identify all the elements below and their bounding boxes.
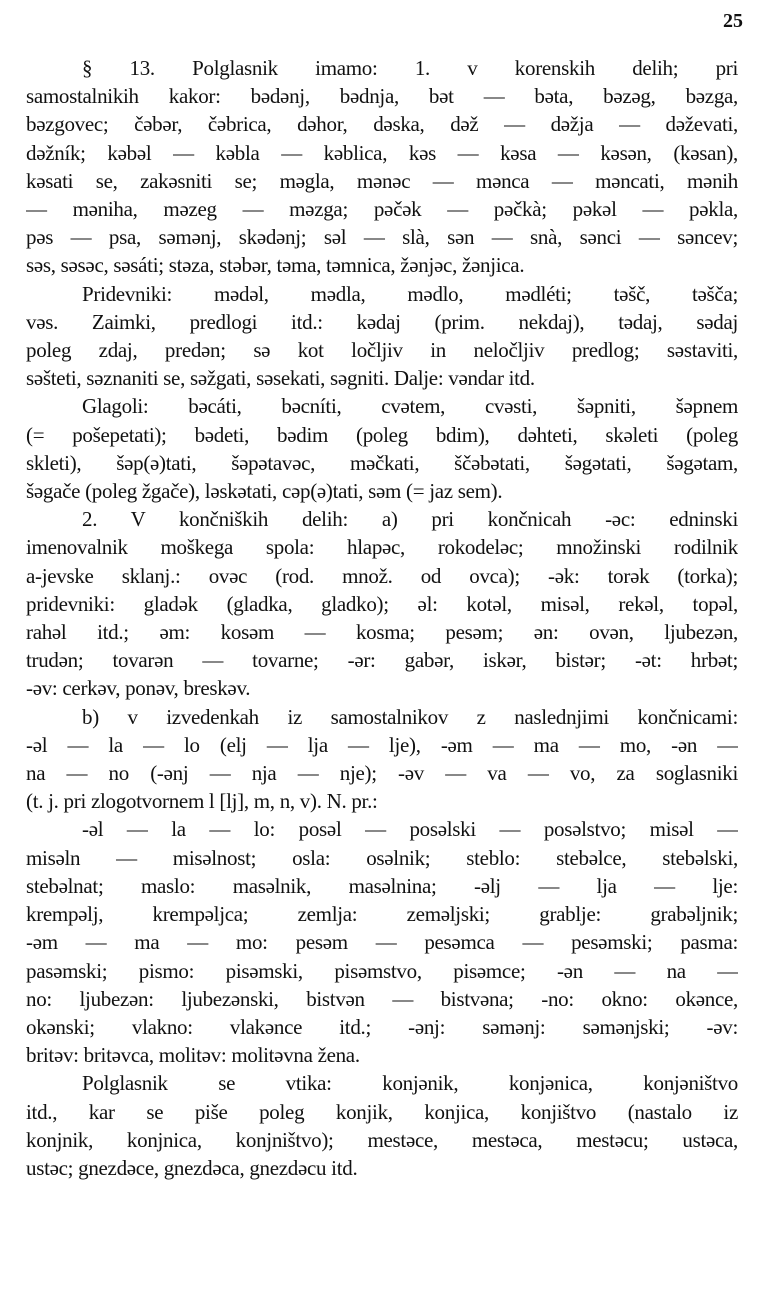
text-line: -əl — la — lo (elj — lja — lje), -əm — ma — mo, -ən — (26, 732, 738, 757)
text-line: Polglasnik se vtika: konjənik, konjənica, konjəništvo (82, 1071, 738, 1096)
text-line: vəs. Zaimki, predlogi itd.: kədaj (prim. nekdaj), tədaj, sədaj (26, 309, 738, 334)
text-line: konjnik, konjnica, konjništvo); mestəce, mestəca, mestəcu; ustəca, (26, 1127, 738, 1152)
text-line: səs, səsəc, səsáti; stəza, stəbər, təma, təmnica, žənjəc, žənjica. (26, 253, 525, 278)
text-line: b) v izvedenkah iz samostalnikov z naslednjimi končnicami: (82, 704, 738, 729)
text-line: pasəmski; pismo: pisəmski, pisəmstvo, pisəmce; -ən — na — (26, 958, 738, 983)
text-line: poleg zdaj, predən; sə kot ločljiv in neločljiv predlog; səstaviti, (26, 338, 738, 363)
text-line: bəzgovec; čəbər, čəbrica, dəhor, dəska, dəž — dəžja — dəževati, (26, 112, 738, 137)
text-line: itd., kar se piše poleg konjik, konjica, konjištvo (nastalo iz (26, 1099, 738, 1124)
text-line: krempəlj, krempəljca; zemlja: zeməljski; grablje: grabəljnik; (26, 902, 738, 927)
text-line: -əv: cerkəv, ponəv, breskəv. (26, 676, 251, 701)
text-line: Pridevniki: mədəl, mədla, mədlo, mədléti; təšč, təšča; (82, 281, 738, 306)
text-line: a-jevske sklanj.: ovəc (rod. množ. od ovca); -ək: torək (torka); (26, 563, 738, 588)
text-line: skleti), šəp(ə)tati, šəpətavəc, məčkati, ščəbətati, šəgətati, šəgətam, (26, 450, 738, 475)
text-line: -əl — la — lo: posəl — posəlski — posəlstvo; misəl — (82, 817, 738, 842)
text-line: na — no (-ənj — nja — nje); -əv — va — vo, za soglasniki (26, 761, 738, 786)
text-line: pridevniki: gladək (gladka, gladko); əl: kotəl, misəl, rekəl, topəl, (26, 591, 738, 616)
body-text (26, 54, 738, 1182)
text-line: rahəl itd.; əm: kosəm — kosma; pesəm; ən: ovən, ljubezən, (26, 620, 738, 645)
text-line: samostalnikih kakor: bədənj, bədnja, bət — bəta, bəzəg, bəzga, (26, 84, 738, 109)
text-line: stebəlnat; maslo: masəlnik, masəlnina; -əlj — lja — lje: (26, 873, 738, 898)
text-line: no: ljubezən: ljubezənski, bistvən — bistvəna; -no: okno: okənce, (26, 986, 738, 1011)
text-line: — məniha, məzeg — məzga; pəčək — pəčkà; pəkəl — pəkla, (26, 197, 738, 222)
text-line: misəln — misəlnost; osla: osəlnik; steblo: stebəlce, stebəlski, (26, 845, 738, 870)
text-line: pəs — psa, səmənj, skədənj; səl — slà, sən — snà, sənci — səncev; (26, 225, 738, 250)
text-line: britəv: britəvca, molitəv: molitəvna žena. (26, 1043, 360, 1068)
text-line: dəžník; kəbəl — kəbla — kəblica, kəs — kəsa — kəsən, (kəsan), (26, 140, 738, 165)
text-line: səšteti, səznaniti se, səžgati, səsekati, səgniti. Dalje: vəndar itd. (26, 366, 535, 391)
text-line: (t. j. pri zlogotvornem l [lj], m, n, v). N. pr.: (26, 789, 378, 814)
text-line: šəgače (poleg žgače), ləskətati, cəp(ə)tati, səm (= jaz sem). (26, 479, 503, 504)
text-line: kəsati se, zakəsniti se; məgla, mənəc — mənca — məncati, mənih (26, 168, 738, 193)
text-line: Glagoli: bəcáti, bəcníti, cvətem, cvəsti, šəpniti, šəpnem (82, 394, 738, 419)
text-line: okənski; vlakno: vlakənce itd.; -ənj: səmənj: səmənjski; -əv: (26, 1014, 738, 1039)
text-line: 2. V končniških delih: a) pri končnicah -əc: edninski (82, 507, 738, 532)
text-line: imenovalnik moškega spola: hlapəc, rokodeləc; množinski rodilnik (26, 535, 738, 560)
text-line: ustəc; gnezdəce, gnezdəca, gnezdəcu itd. (26, 1155, 358, 1180)
page-number: 25 (723, 10, 743, 32)
text-line: -əm — ma — mo: pesəm — pesəmca — pesəmski; pasma: (26, 930, 738, 955)
text-line: § 13. Polglasnik imamo: 1. v korenskih delih; pri (82, 56, 738, 80)
text-line: trudən; tovarən — tovarne; -ər: gabər, iskər, bistər; -ət: hrbət; (26, 648, 738, 673)
text-line: (= pošepetati); bədeti, bədim (poleg bdim), dəhteti, skəleti (poleg (26, 422, 738, 447)
